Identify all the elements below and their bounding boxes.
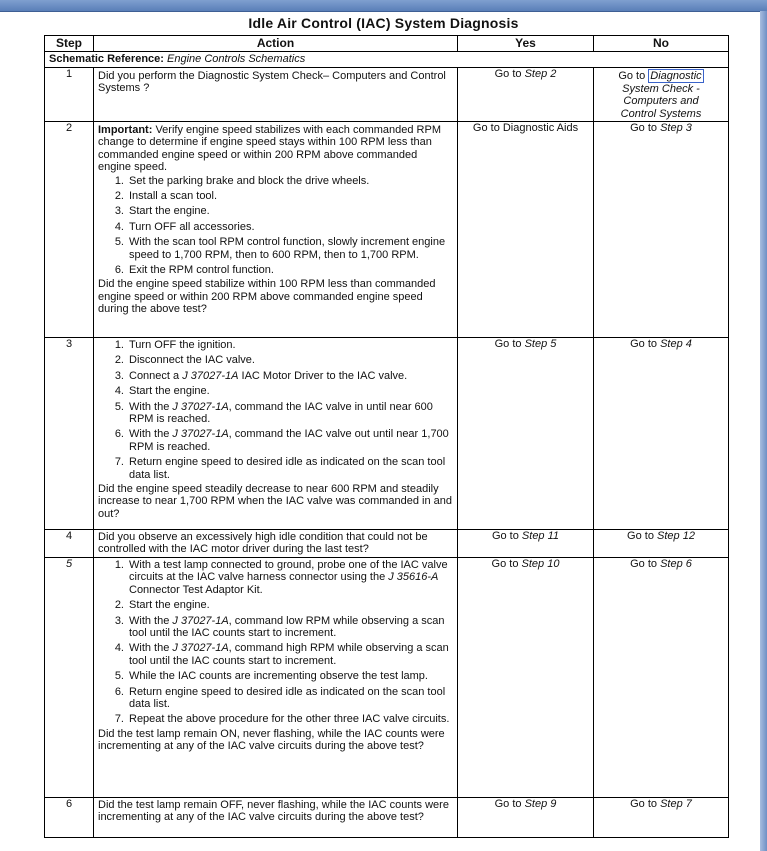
- no-cell: Go to Step 3: [594, 122, 729, 338]
- step-number: 4: [45, 530, 94, 558]
- no-cell: Go to Step 7: [594, 798, 729, 838]
- table-row: [45, 122, 729, 338]
- action-cell: [94, 122, 458, 338]
- table-row: [45, 68, 729, 122]
- yes-cell: [458, 122, 594, 338]
- no-step-link[interactable]: Step 4: [660, 338, 692, 350]
- header-step: Step: [45, 36, 94, 52]
- no-step-link[interactable]: Step 7: [660, 798, 692, 810]
- no-step-link[interactable]: Step 3: [660, 122, 692, 134]
- list-item: 1. Set the parking brake and block the drive wheels.: [114, 174, 370, 187]
- no-cell: Go to Step 6: [594, 558, 729, 798]
- list-item: 5. With the scan tool RPM control function, slowly increment engine speed to 1,700 RPM, then to 600 RPM, then to 1,700 RPM.: [114, 236, 446, 261]
- header-row: [45, 36, 729, 52]
- schematic-row: [45, 52, 729, 68]
- step-question: Did you observe an excessively high idle condition that could not be controlled with the IAC motor driver during the last test?: [98, 531, 428, 556]
- yes-cell: Go to Step 2: [458, 68, 594, 122]
- schematic-link[interactable]: Engine Controls Schematics: [167, 53, 306, 65]
- step-number: 6: [45, 798, 94, 838]
- no-step-link[interactable]: Step 6: [660, 558, 692, 570]
- yes-cell: Go to Step 10: [458, 558, 594, 798]
- no-cell: Go to Diagnostic System Check - Computers and Control Systems: [594, 68, 729, 122]
- scrollbar[interactable]: [760, 11, 767, 851]
- list-item: 3. Start the engine.: [114, 205, 210, 218]
- list-item: 1. Turn OFF the ignition.: [114, 339, 236, 351]
- table-row: [45, 530, 729, 558]
- list-item: 7. Return engine speed to desired idle as indicated on the scan tool data list.: [114, 456, 446, 481]
- yes-step-link[interactable]: Step 11: [521, 530, 560, 542]
- action-cell: [94, 530, 458, 558]
- list-item: 4. Start the engine.: [114, 385, 210, 398]
- page-title: Idle Air Control (IAC) System Diagnosis: [248, 15, 519, 31]
- list-item: 1. With a test lamp connected to ground, probe one of the IAC valve circuits at the IAC valve harness connector using the J 35616-A Connector Test Adaptor Kit.: [114, 559, 448, 596]
- step-number: 5: [45, 558, 94, 798]
- procedure-list: [98, 338, 453, 483]
- diagnostic-system-check-link[interactable]: Diagnostic: [650, 70, 702, 82]
- table-row: [45, 798, 729, 838]
- list-item: 4. Turn OFF all accessories.: [114, 220, 255, 233]
- no-cell: Go to Step 12: [594, 530, 729, 558]
- diagnostic-aids-link[interactable]: Go to Diagnostic Aids: [472, 122, 579, 134]
- list-item: 2. Start the engine.: [114, 599, 210, 612]
- step-number: 1: [45, 68, 94, 122]
- action-cell: [94, 68, 458, 122]
- list-item: 2. Install a scan tool.: [114, 190, 218, 203]
- step-number: 3: [45, 338, 94, 530]
- yes-cell: Go to Step 5: [458, 338, 594, 530]
- yes-step-link[interactable]: Step 2: [524, 68, 557, 80]
- list-item: 4. With the J 37027-1A, command high RPM while observing a scan tool until the IAC counts start to increment.: [114, 642, 449, 667]
- list-item: 2. Disconnect the IAC valve.: [114, 354, 255, 367]
- yes-cell: Go to Step 11: [458, 530, 594, 558]
- list-item: 5. With the J 37027-1A, command the IAC valve in until near 600 RPM is reached.: [114, 400, 433, 426]
- procedure-list: [98, 558, 453, 728]
- list-item: 3. With the J 37027-1A, command low RPM while observing a scan tool until the IAC counts start to increment.: [114, 614, 445, 640]
- header-no: No: [594, 36, 729, 52]
- action-cell: [94, 798, 458, 838]
- list-item: 6. With the J 37027-1A, command the IAC valve out until near 1,700 RPM is reached.: [114, 428, 449, 453]
- list-item: 6. Return engine speed to desired idle as indicated on the scan tool data list.: [114, 685, 446, 711]
- list-item: 3. Connect a J 37027-1A IAC Motor Driver to the IAC valve.: [114, 369, 408, 382]
- no-cell: Go to Step 4: [594, 338, 729, 530]
- table-row: [45, 338, 729, 530]
- step-question: Did you perform the Diagnostic System Check– Computers and Control Systems ?: [98, 70, 446, 95]
- action-cell: [94, 558, 458, 798]
- action-cell: [94, 338, 458, 530]
- important-note: Important: Verify engine speed stabilizes with each commanded RPM change to determine if engine speed stays within 100 RPM less than commanded engine speed or within 200 RPM above commanded engine speed.: [98, 124, 441, 174]
- list-item: 6. Exit the RPM control function.: [114, 264, 274, 277]
- yes-step-link[interactable]: Step 9: [524, 798, 557, 810]
- table-row: [45, 558, 729, 798]
- step-question: Did the test lamp remain OFF, never flashing, while the IAC counts were incrementing at any of the IAC valve circuits during the above test?: [98, 799, 449, 824]
- list-item: 5. While the IAC counts are incrementing observe the test lamp.: [114, 670, 428, 683]
- diagnosis-table: [44, 35, 729, 838]
- yes-step-link[interactable]: Step 10: [521, 558, 560, 570]
- list-item: 7. Repeat the above procedure for the other three IAC valve circuits.: [114, 713, 450, 726]
- yes-step-link[interactable]: Step 5: [524, 338, 557, 350]
- step-question: Did the engine speed steadily decrease to near 600 RPM and steadily increase to near 1,700 RPM when the IAC valve was commanded in and out?: [98, 483, 453, 520]
- step-number: 2: [45, 122, 94, 338]
- header-action: Action: [94, 36, 458, 52]
- window-title-bar: [0, 0, 767, 12]
- header-yes: Yes: [458, 36, 594, 52]
- procedure-list: [98, 174, 453, 279]
- step-question: Did the test lamp remain ON, never flashing, while the IAC counts were incrementing at any of the IAC valve circuits during the above test?: [98, 727, 445, 753]
- schematic-label: Schematic Reference:: [49, 53, 164, 65]
- yes-cell: Go to Step 9: [458, 798, 594, 838]
- step-question: Did the engine speed stabilize within 100 RPM less than commanded engine speed or within 200 RPM above commanded engine speed during the above test?: [98, 278, 436, 316]
- no-step-link[interactable]: Step 12: [657, 530, 695, 542]
